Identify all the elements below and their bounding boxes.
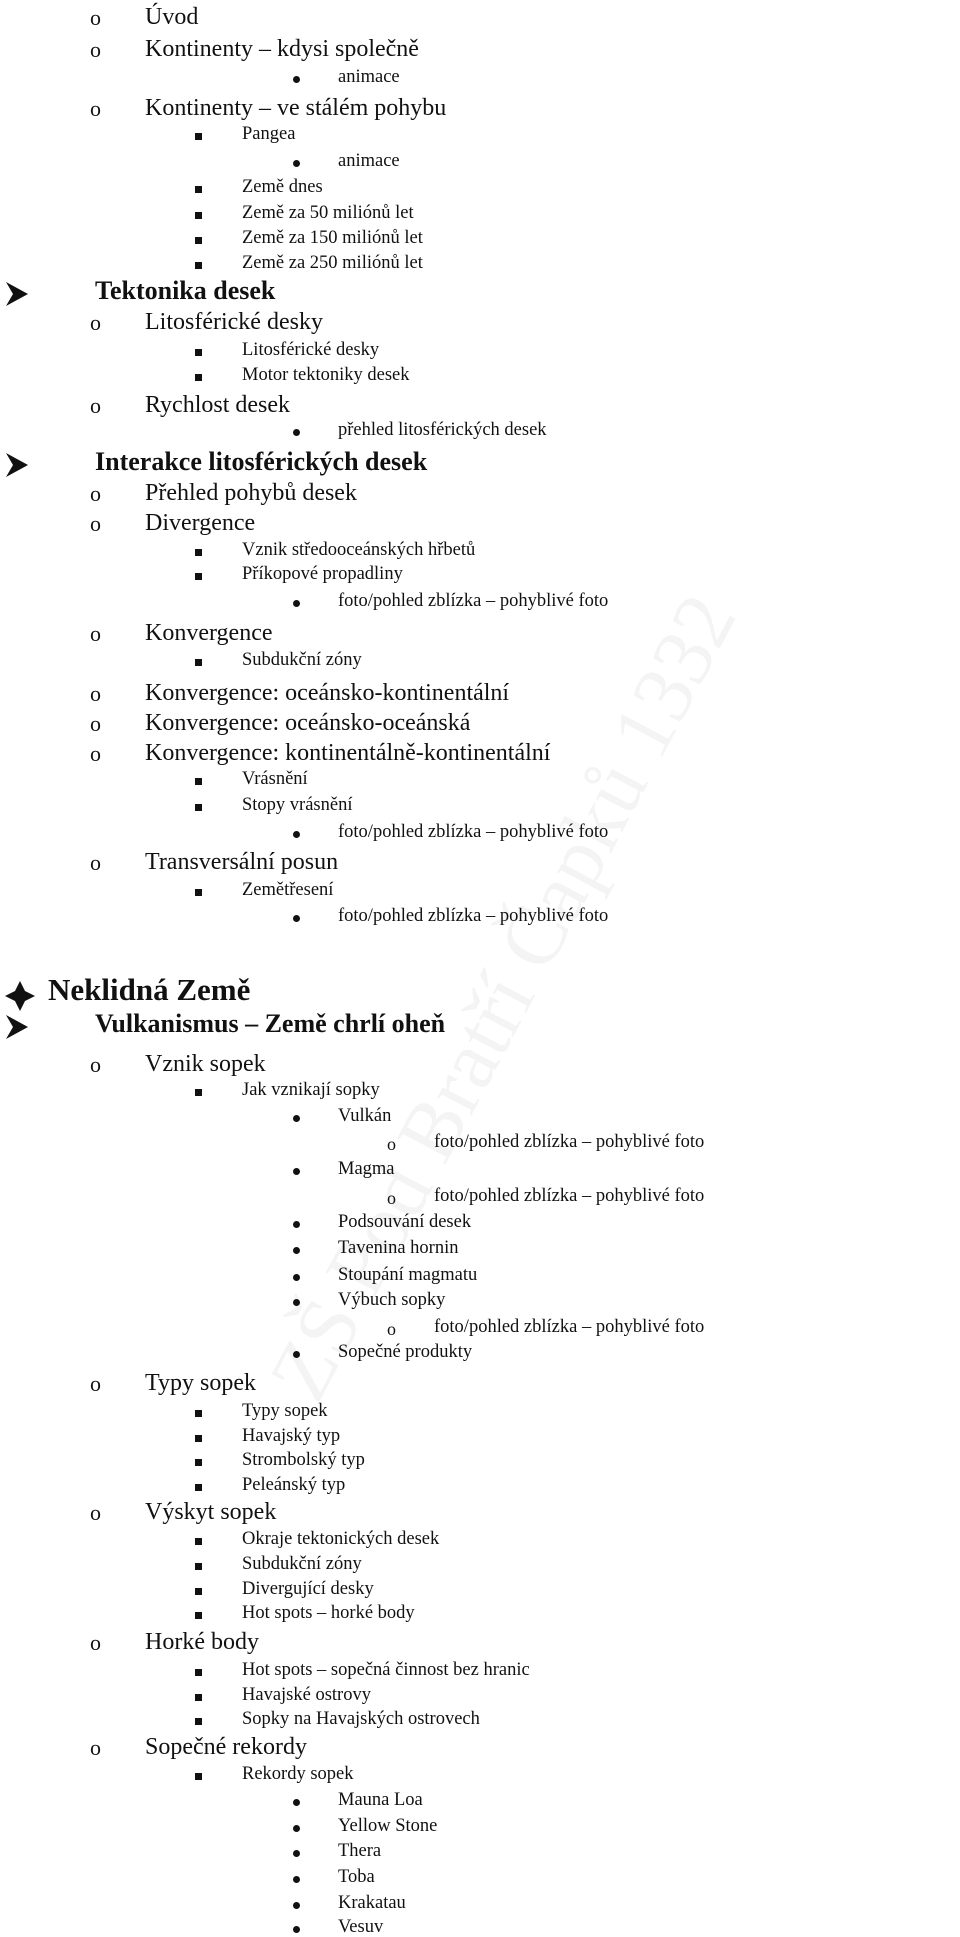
outline-subitem-text: Rekordy sopek	[242, 1764, 354, 1784]
heading-topic-text: Interakce litosférických desek	[95, 447, 428, 476]
outline-subitem-text: Příkopové propadliny	[242, 564, 403, 584]
outline-subsubitem-text: foto/pohled zblízka – pohyblivé foto	[338, 822, 609, 842]
square-bullet-icon	[195, 212, 202, 219]
outline-item-text: Konvergence: oceánsko-kontinentální	[145, 680, 510, 706]
dot-bullet-icon	[293, 1299, 300, 1306]
circle-bullet-icon: o	[90, 37, 101, 62]
outline-subitem-text: Země dnes	[242, 177, 323, 197]
circle-bullet-icon: o	[90, 850, 101, 875]
outline-subitem-text: Havajský typ	[242, 1426, 341, 1446]
outline-subitem-text: Země za 50 miliónů let	[242, 203, 414, 223]
outline-subsubitem-text: foto/pohled zblízka – pohyblivé foto	[338, 906, 609, 926]
heading-section-text: Neklidná Země	[48, 972, 251, 1007]
outline-item-text: Vznik sopek	[145, 1051, 266, 1077]
outline-subitem-text: Havajské ostrovy	[242, 1685, 371, 1705]
dot-bullet-icon	[293, 1850, 300, 1857]
circle-bullet-icon: o	[90, 741, 101, 766]
dot-bullet-icon	[293, 1351, 300, 1358]
square-bullet-icon	[195, 1089, 202, 1096]
outline-item-text: Transversální posun	[145, 849, 339, 875]
outline-subsubitem-text: animace	[338, 151, 400, 171]
outline-item-text: Konvergence: kontinentálně-kontinentální	[145, 740, 551, 766]
circle-bullet-icon: o	[90, 96, 101, 121]
outline-subitem-text: Jak vznikají sopky	[242, 1080, 380, 1100]
outline-subitem-text: Pangea	[242, 124, 296, 144]
circle-bullet-icon: o	[90, 1500, 101, 1525]
outline-item-text: Divergence	[145, 510, 256, 536]
square-bullet-icon	[195, 186, 202, 193]
outline-subitem-text: Hot spots – sopečná činnost bez hranic	[242, 1660, 530, 1680]
outline-subitem-text: Strombolský typ	[242, 1450, 365, 1470]
outline-subitem-text: Motor tektoniky desek	[242, 365, 410, 385]
outline-subsubitem-text: Thera	[338, 1841, 382, 1861]
diamond-bullet-icon	[4, 980, 36, 1012]
outline-detail-text: foto/pohled zblízka – pohyblivé foto	[434, 1132, 705, 1152]
circle-bullet-icon: o	[90, 310, 101, 335]
square-bullet-icon	[195, 237, 202, 244]
dot-bullet-icon	[293, 1247, 300, 1254]
dot-bullet-icon	[293, 76, 300, 83]
square-bullet-icon	[195, 349, 202, 356]
outline-subitem-text: Subdukční zóny	[242, 650, 362, 670]
dot-bullet-icon	[293, 1274, 300, 1281]
square-bullet-icon	[195, 1612, 202, 1619]
square-bullet-icon	[195, 1459, 202, 1466]
outline-item-text: Litosférické desky	[145, 309, 323, 335]
circle-bullet-icon: o	[90, 511, 101, 536]
outline-item-text: Výskyt sopek	[145, 1499, 277, 1525]
outline-subsubitem-text: Výbuch sopky	[338, 1290, 446, 1310]
outline-item-text: Konvergence	[145, 620, 273, 646]
dot-bullet-icon	[293, 915, 300, 922]
square-bullet-icon	[195, 1588, 202, 1595]
outline-subitem-text: Sopky na Havajských ostrovech	[242, 1709, 480, 1729]
square-bullet-icon	[195, 1435, 202, 1442]
outline-item-text: Horké body	[145, 1629, 259, 1655]
outline-subitem-text: Zemětřesení	[242, 880, 334, 900]
circle-bullet-icon: o	[387, 1188, 396, 1208]
outline-subsubitem-text: animace	[338, 67, 400, 87]
outline-subitem-text: Divergující desky	[242, 1579, 374, 1599]
outline-subitem-text: Hot spots – horké body	[242, 1603, 415, 1623]
outline-subsubitem-text: foto/pohled zblízka – pohyblivé foto	[338, 591, 609, 611]
outline-item-text: Úvod	[145, 4, 199, 30]
square-bullet-icon	[195, 549, 202, 556]
square-bullet-icon	[195, 1410, 202, 1417]
outline-item-text: Konvergence: oceánsko-oceánská	[145, 710, 471, 736]
outline-subitem-text: Vrásnění	[242, 769, 308, 789]
outline-subsubitem-text: Magma	[338, 1159, 395, 1179]
circle-bullet-icon: o	[90, 1630, 101, 1655]
circle-bullet-icon: o	[90, 393, 101, 418]
heading-topic-text: Vulkanismus – Země chrlí oheň	[95, 1009, 446, 1038]
square-bullet-icon	[195, 659, 202, 666]
square-bullet-icon	[195, 889, 202, 896]
dot-bullet-icon	[293, 1926, 300, 1933]
outline-item-text: Sopečné rekordy	[145, 1734, 307, 1760]
square-bullet-icon	[195, 1773, 202, 1780]
outline-detail-text: foto/pohled zblízka – pohyblivé foto	[434, 1317, 705, 1337]
circle-bullet-icon: o	[90, 711, 101, 736]
outline-subitem-text: Typy sopek	[242, 1401, 328, 1421]
dot-bullet-icon	[293, 1168, 300, 1175]
square-bullet-icon	[195, 1563, 202, 1570]
circle-bullet-icon: o	[387, 1319, 396, 1339]
outline-subitem-text: Peleánský typ	[242, 1475, 346, 1495]
square-bullet-icon	[195, 778, 202, 785]
square-bullet-icon	[195, 1484, 202, 1491]
arrow-bullet-icon	[4, 281, 30, 307]
square-bullet-icon	[195, 1718, 202, 1725]
outline-subsubitem-text: Krakatau	[338, 1893, 406, 1913]
circle-bullet-icon: o	[90, 621, 101, 646]
outline-subsubitem-text: Vulkán	[338, 1106, 392, 1126]
circle-bullet-icon: o	[90, 481, 101, 506]
outline-subsubitem-text: Podsouvání desek	[338, 1212, 472, 1232]
outline-subitem-text: Země za 250 miliónů let	[242, 253, 423, 273]
outline-subitem-text: Litosférické desky	[242, 340, 380, 360]
dot-bullet-icon	[293, 429, 300, 436]
arrow-bullet-icon	[4, 1014, 30, 1040]
outline-subsubitem-text: Stoupání magmatu	[338, 1265, 478, 1285]
outline-subsubitem-text: přehled litosférických desek	[338, 420, 547, 440]
heading-topic-text: Tektonika desek	[95, 276, 276, 305]
square-bullet-icon	[195, 374, 202, 381]
outline-subsubitem-text: Vesuv	[338, 1917, 384, 1937]
outline-subitem-text: Vznik středooceánských hřbetů	[242, 540, 476, 560]
dot-bullet-icon	[293, 1799, 300, 1806]
dot-bullet-icon	[293, 1876, 300, 1883]
outline-subsubitem-text: Toba	[338, 1867, 375, 1887]
square-bullet-icon	[195, 1538, 202, 1545]
dot-bullet-icon	[293, 831, 300, 838]
outline-subsubitem-text: Yellow Stone	[338, 1816, 438, 1836]
square-bullet-icon	[195, 1669, 202, 1676]
circle-bullet-icon: o	[90, 1735, 101, 1760]
dot-bullet-icon	[293, 1115, 300, 1122]
square-bullet-icon	[195, 573, 202, 580]
dot-bullet-icon	[293, 1902, 300, 1909]
outline-item-text: Rychlost desek	[145, 392, 291, 418]
outline-subitem-text: Země za 150 miliónů let	[242, 228, 423, 248]
outline-item-text: Přehled pohybů desek	[145, 480, 357, 506]
outline-item-text: Typy sopek	[145, 1370, 256, 1396]
square-bullet-icon	[195, 804, 202, 811]
outline-subsubitem-text: Sopečné produkty	[338, 1342, 473, 1362]
square-bullet-icon	[195, 262, 202, 269]
outline-item-text: Kontinenty – ve stálém pohybu	[145, 95, 447, 121]
circle-bullet-icon: o	[90, 1052, 101, 1077]
dot-bullet-icon	[293, 160, 300, 167]
outline-subsubitem-text: Tavenina hornin	[338, 1238, 459, 1258]
dot-bullet-icon	[293, 1825, 300, 1832]
square-bullet-icon	[195, 133, 202, 140]
circle-bullet-icon: o	[90, 5, 101, 30]
circle-bullet-icon: o	[387, 1134, 396, 1154]
arrow-bullet-icon	[4, 452, 30, 478]
outline-item-text: Kontinenty – kdysi společně	[145, 36, 419, 62]
circle-bullet-icon: o	[90, 1371, 101, 1396]
square-bullet-icon	[195, 1694, 202, 1701]
outline-subitem-text: Okraje tektonických desek	[242, 1529, 440, 1549]
outline-subitem-text: Subdukční zóny	[242, 1554, 362, 1574]
circle-bullet-icon: o	[90, 681, 101, 706]
dot-bullet-icon	[293, 1221, 300, 1228]
outline-subsubitem-text: Mauna Loa	[338, 1790, 423, 1810]
outline-detail-text: foto/pohled zblízka – pohyblivé foto	[434, 1186, 705, 1206]
dot-bullet-icon	[293, 600, 300, 607]
outline-subitem-text: Stopy vrásnění	[242, 795, 353, 815]
